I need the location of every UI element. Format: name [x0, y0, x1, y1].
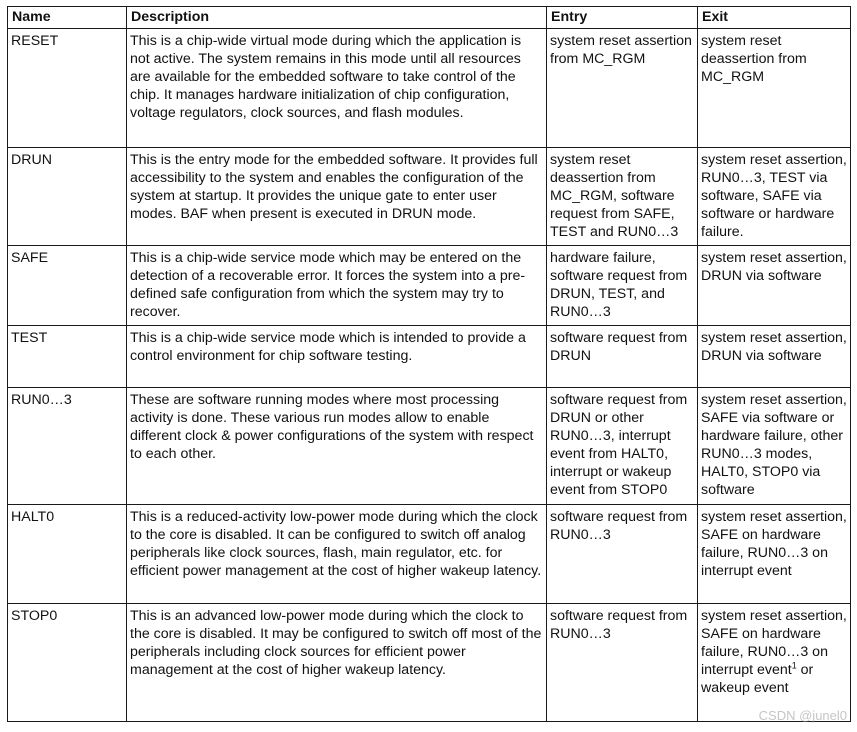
- mode-entry: software request from RUN0…3: [547, 505, 698, 604]
- mode-name: SAFE: [8, 246, 127, 326]
- table-row: [8, 148, 851, 246]
- mode-name: RESET: [8, 29, 127, 148]
- header-description: Description: [127, 7, 547, 29]
- table-row: [8, 29, 851, 148]
- watermark: CSDN @junel0: [758, 708, 847, 723]
- mode-description: This is an advanced low-power mode during which the clock to the core is disabled. It may be configured to switch off most of the peripherals including clock sources for efficient power management at the cost of higher wakeup latency.: [127, 604, 547, 722]
- mode-name: STOP0: [8, 604, 127, 722]
- mode-name: RUN0…3: [8, 388, 127, 505]
- table-row: [8, 604, 851, 722]
- mode-entry: software request from DRUN: [547, 326, 698, 388]
- mode-exit: system reset assertion, DRUN via software: [698, 246, 851, 326]
- operating-modes-table: [7, 6, 851, 722]
- table-header-row: [8, 7, 851, 29]
- table-row: [8, 246, 851, 326]
- mode-description: This is a chip-wide virtual mode during which the application is not active. The system remains in this mode until all resources are available for the embedded software to take control of the chip. It manages hardware initialization of chip configuration, voltage regulators, clock sources, and flash modules.: [127, 29, 547, 148]
- footnote-marker[interactable]: 1: [791, 660, 797, 671]
- table-row: [8, 326, 851, 388]
- mode-description: This is the entry mode for the embedded software. It provides full accessibility to the system and enables the configuration of the system at startup. It provides the unique gate to enter user modes. BAF when present is executed in DRUN mode.: [127, 148, 547, 246]
- table-row: [8, 388, 851, 505]
- mode-description: This is a reduced-activity low-power mode during which the clock to the core is disabled. It can be configured to switch off analog peripherals like clock sources, flash, main regulator, etc. for efficient power management at the cost of higher wakeup latency.: [127, 505, 547, 604]
- mode-name: DRUN: [8, 148, 127, 246]
- mode-exit: system reset assertion, SAFE on hardware failure, RUN0…3 on interrupt event: [698, 505, 851, 604]
- header-name: Name: [8, 7, 127, 29]
- mode-entry: hardware failure, software request from DRUN, TEST, and RUN0…3: [547, 246, 698, 326]
- mode-entry: software request from RUN0…3: [547, 604, 698, 722]
- mode-exit: system reset assertion, DRUN via software: [698, 326, 851, 388]
- mode-name: HALT0: [8, 505, 127, 604]
- mode-exit: system reset assertion, RUN0…3, TEST via software, SAFE via software or hardware failure.: [698, 148, 851, 246]
- mode-exit: system reset deassertion from MC_RGM: [698, 29, 851, 148]
- mode-entry: software request from DRUN or other RUN0…3, interrupt event from HALT0, interrupt or wakeup event from STOP0: [547, 388, 698, 505]
- mode-description: This is a chip-wide service mode which may be entered on the detection of a recoverable error. It forces the system into a pre-defined safe configuration from which the system may try to recover.: [127, 246, 547, 326]
- mode-entry: system reset assertion from MC_RGM: [547, 29, 698, 148]
- exit-text-continued: or wakeup event: [701, 662, 814, 697]
- header-exit: Exit: [698, 7, 851, 29]
- mode-name: TEST: [8, 326, 127, 388]
- mode-description: These are software running modes where most processing activity is done. These various run modes allow to enable different clock & power configurations of the system with respect to each other.: [127, 388, 547, 505]
- exit-text: system reset assertion, SAFE on hardware failure, RUN0…3 on interrupt event: [701, 608, 847, 679]
- header-entry: Entry: [547, 7, 698, 29]
- mode-entry: system reset deassertion from MC_RGM, software request from SAFE, TEST and RUN0…3: [547, 148, 698, 246]
- mode-exit: [698, 604, 851, 722]
- mode-exit: system reset assertion, SAFE via software or hardware failure, other RUN0…3 modes, HALT0, STOP0 via software: [698, 388, 851, 505]
- table-row: [8, 505, 851, 604]
- mode-description: This is a chip-wide service mode which is intended to provide a control environment for chip software testing.: [127, 326, 547, 388]
